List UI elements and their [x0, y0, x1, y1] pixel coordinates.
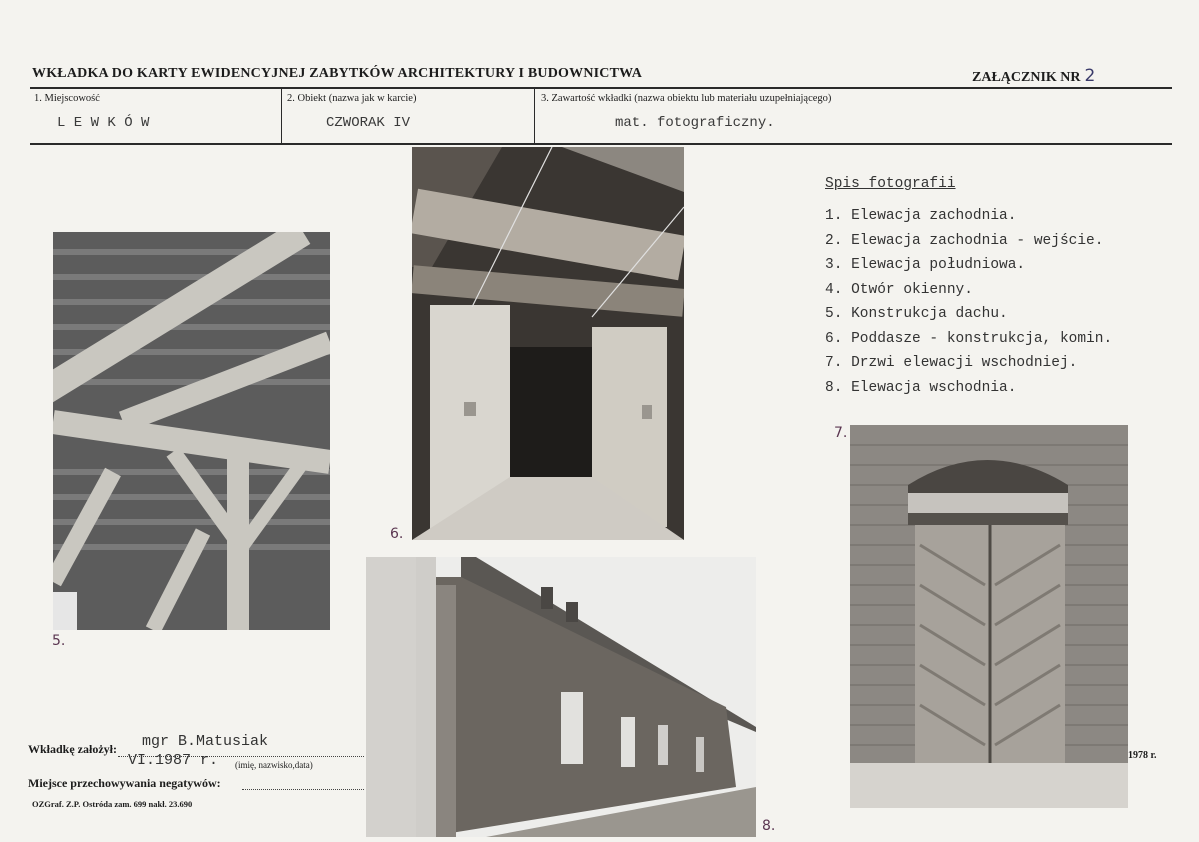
photo-list-item: 2. Elewacja zachodnia - wejście.: [825, 232, 1104, 249]
annex-label-text: ZAŁĄCZNIK NR: [972, 70, 1081, 85]
photo-list-item: 4. Otwór okienny.: [825, 281, 973, 298]
photo-east-elevation: [366, 557, 756, 837]
annex-label: [972, 66, 1095, 86]
author-value: mgr B.Matusiak: [142, 733, 269, 750]
photo-number-5: 5.: [52, 633, 66, 649]
photo-list-item: 1. Elewacja zachodnia.: [825, 208, 1017, 224]
photo-year-note: 1978 r.: [1128, 750, 1157, 761]
photo-number-6: 6.: [390, 526, 404, 542]
locality-value: L E W K Ó W: [57, 115, 150, 131]
form-title: WKŁADKA DO KARTY EWIDENCYJNEJ ZABYTKÓW ARCHITEKTURY I BUDOWNICTWA: [32, 66, 643, 81]
negatives-label: Miejsce przechowywania negatywów:: [28, 776, 221, 790]
photo-list-item: 5. Konstrukcja dachu.: [825, 306, 1008, 322]
object-value: CZWORAK IV: [326, 115, 411, 131]
photo-list: [825, 208, 1112, 404]
print-info: OZGraf. Z.P. Ostróda zam. 699 nakł. 23.690: [32, 799, 193, 809]
annex-number: 2: [1084, 66, 1096, 86]
photo-east-door: [850, 425, 1128, 808]
fields-rule: [30, 143, 1172, 145]
photo-list-item: 7. Drzwi elewacji wschodniej.: [825, 355, 1078, 371]
date-hint: (imię, nazwisko,data): [235, 760, 313, 770]
author-label: Wkładkę założył:: [28, 742, 117, 756]
photo-number-8: 8.: [762, 818, 776, 834]
field-divider-2: [534, 88, 535, 143]
photo-list-item: 3. Elewacja południowa.: [825, 257, 1026, 273]
content-value: mat. fotograficzny.: [615, 115, 775, 131]
photo-number-7: 7.: [834, 425, 848, 441]
field-divider-1: [281, 88, 282, 143]
date-value: VI.1987 r.: [128, 752, 219, 769]
photo-list-title: Spis fotografii: [825, 176, 956, 192]
object-label: 2. Obiekt (nazwa jak w karcie): [287, 93, 417, 104]
negatives-line: [242, 789, 364, 790]
locality-label: 1. Miejscowość: [34, 93, 100, 104]
photo-list-item: 6. Poddasze - konstrukcja, komin.: [825, 330, 1113, 347]
photo-list-item: 8. Elewacja wschodnia.: [825, 379, 1017, 396]
header-rule: [30, 87, 1172, 89]
photo-attic-chimney: [412, 147, 684, 540]
photo-roof-construction: [53, 232, 330, 630]
content-label: 3. Zawartość wkładki (nazwa obiektu lub materiału uzupełniającego): [541, 93, 832, 104]
